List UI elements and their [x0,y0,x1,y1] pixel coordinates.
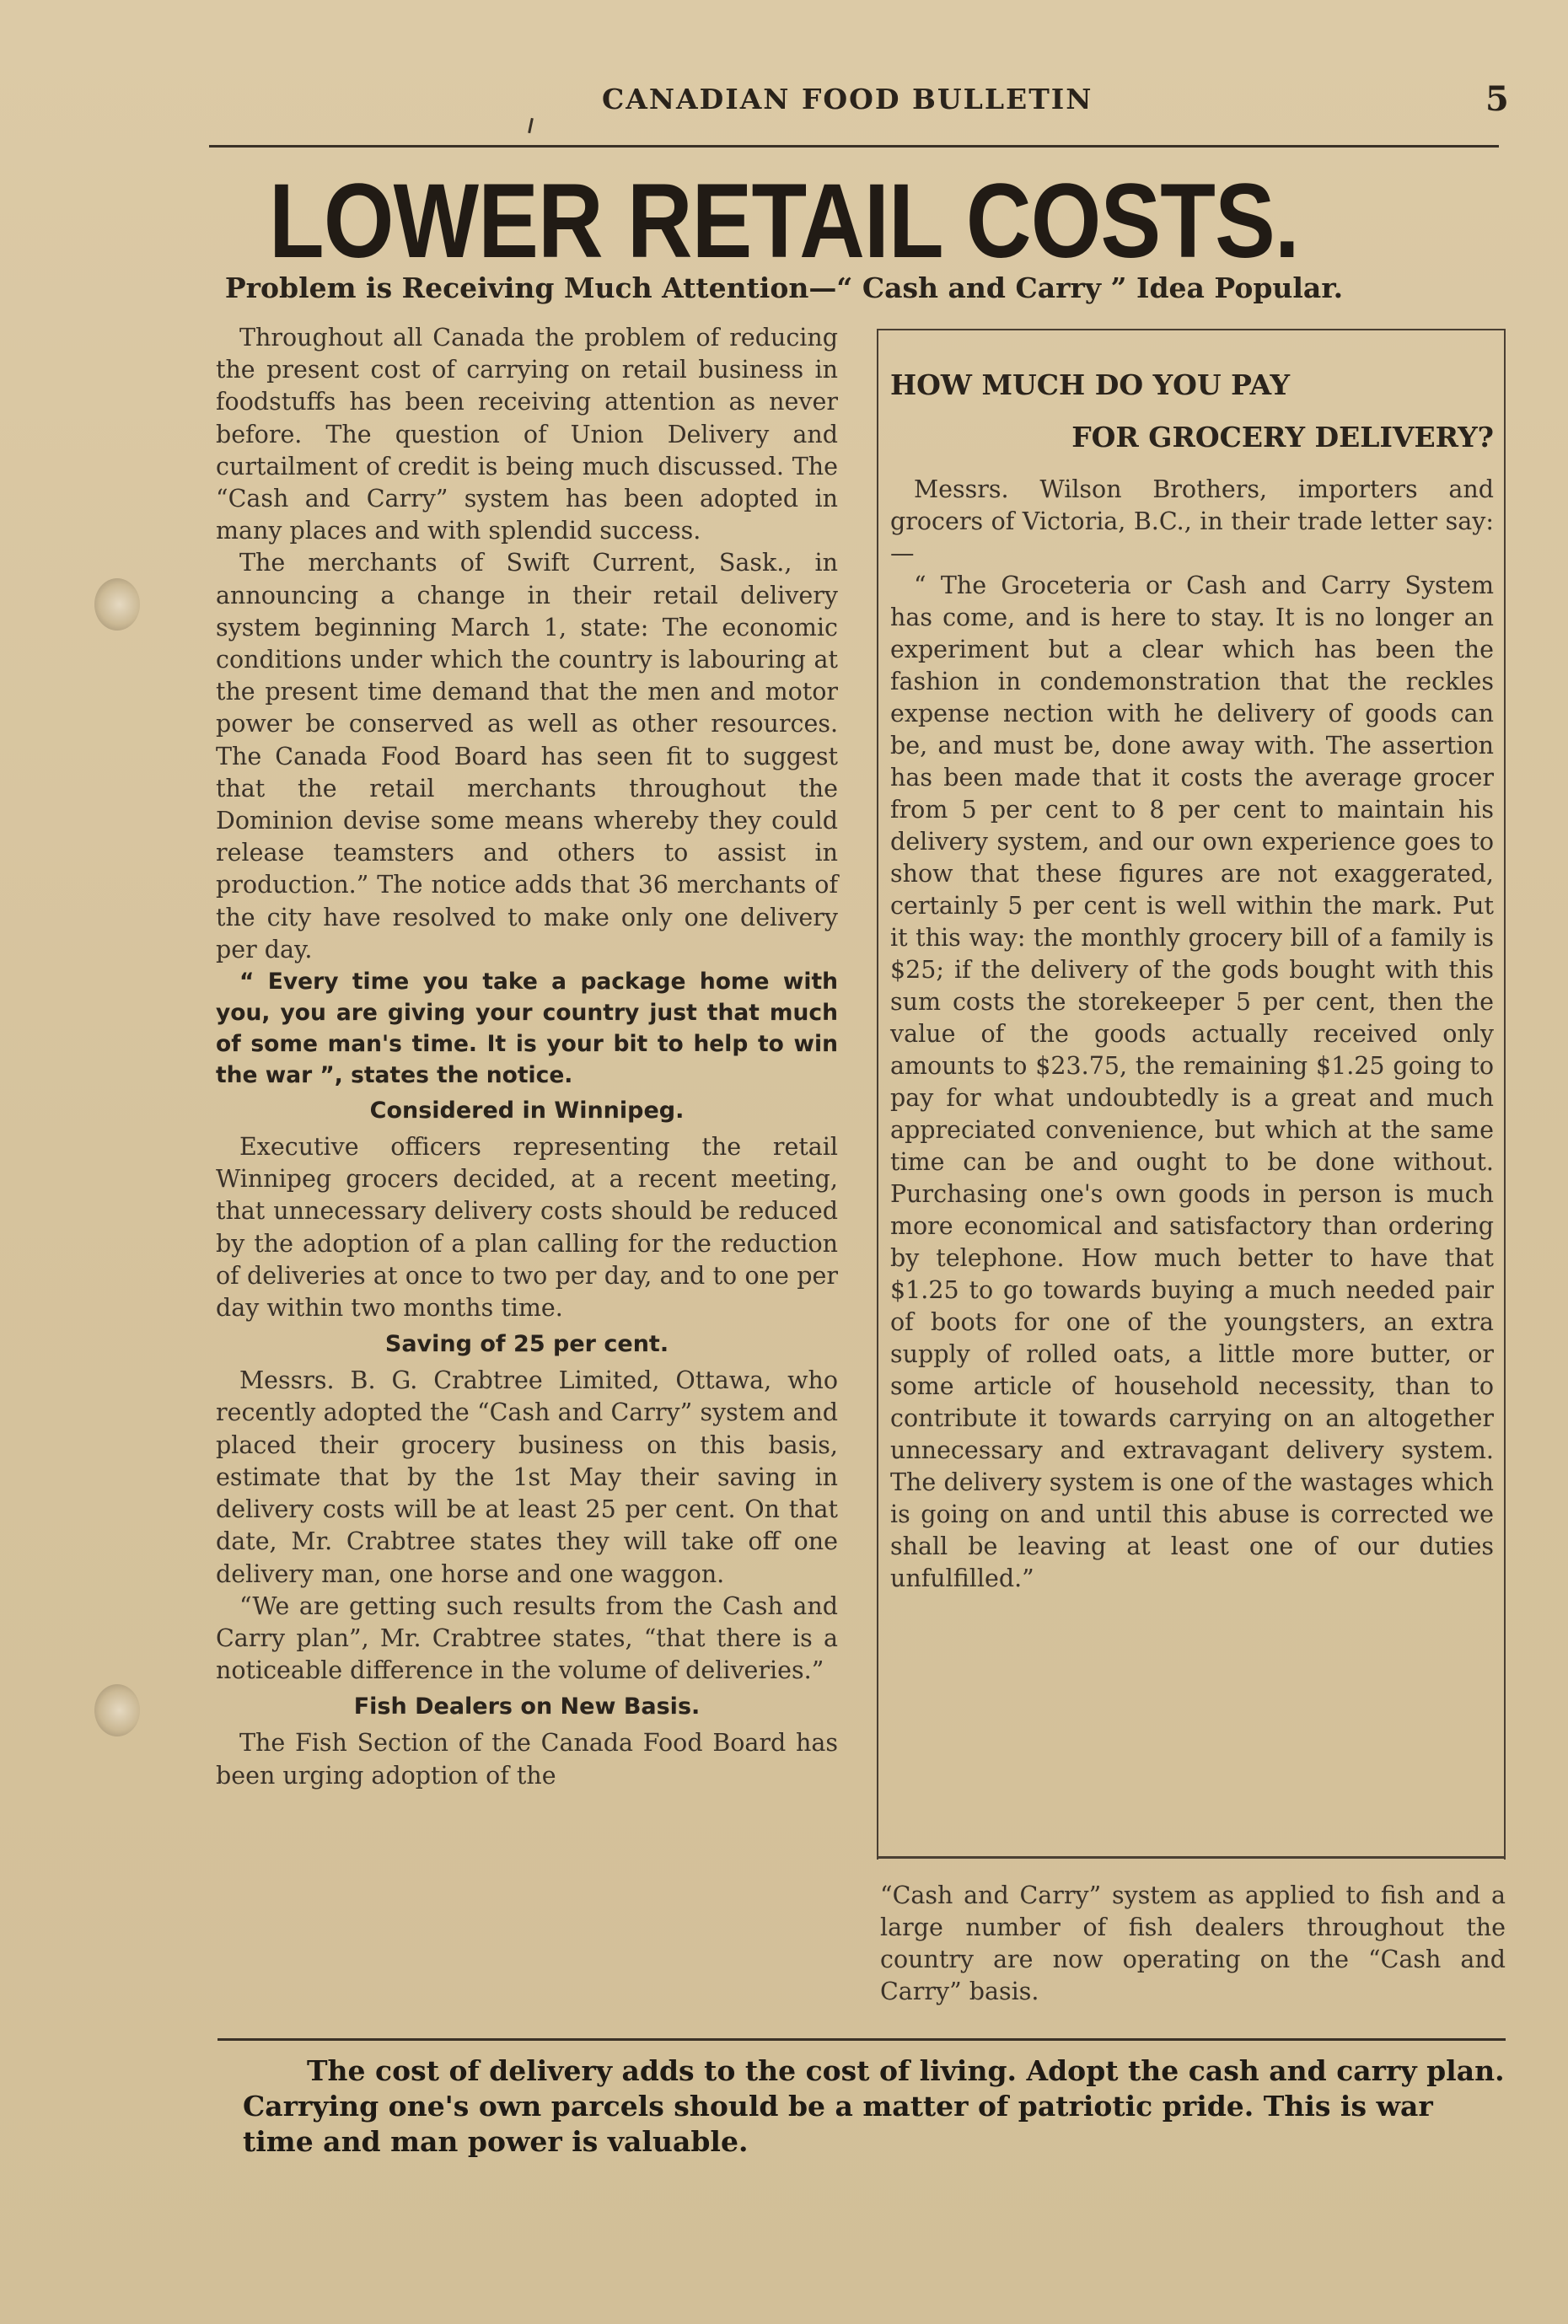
section-heading: Saving of 25 per cent. [384,1331,669,1358]
pull-quote: “ Every time you take a package home with you, you are giving your country just that much of some man's time. It is your bit to help to win the war ”, states the notice. [216,969,838,1089]
top-rule [209,145,1499,148]
headline: LOWER RETAIL COSTS. [269,163,1299,280]
box-quote: “ The Groceteria or Cash and Carry System has come, and is here to stay. It is no longer an experiment but a clear which has been the fashion in condemonstration that the reckles expense nection with he delivery of goods can be, and must be, done away with. The assertion has been made that it costs the average grocer from 5 per cent to 8 per cent to maintain his delivery system, and our own experience goes to show that these figures are not exaggerated, certainly 5 per cent is well within the mark. Put it this way: the monthly grocery bill of a family is $25; if the delivery of the gods bought with this sum costs the storekeeper 5 per cent, then the value of the goods actually received only amounts to $23.75, the remaining $1.25 going to pay for what undoubtedly is a great and much appreciated convenience, but which at the same time can be and ought to be done without. Purchasing one's own goods in person is much more economical and satisfactory than ordering by telephone. How much better to have that $1.25 to go towards buying a much needed pair of boots for one of the youngsters, an extra supply of rolled oats, a little more butter, or some article of household necessity, than to contribute it towards carrying on an altogether unnecessary and extravagant delivery system. The delivery system is one of the wastages which is going on and until this abuse is corrected we shall be leaving at least one of our duties unfulfilled.” [890,572,1494,1592]
paragraph: Executive officers representing the retail Winnipeg grocers decided, at a recent meeting, that unnecessary delivery costs should be reduced by the adoption of a plan calling for the reduction of deliveries at once to two per day, and to one per day within two months time. [216,1133,838,1323]
section-heading: Fish Dealers on New Basis. [353,1693,701,1720]
binder-hole [94,578,140,631]
box-title-line-1: HOW MUCH DO YOU PAY [890,368,1291,401]
sidebar-box-content [890,359,1494,1595]
box-title-line-2: FOR GROCERY DELIVERY? [1071,421,1494,454]
sidebar-box [877,329,1506,1860]
box-bottom-rule [877,1856,1506,1859]
paragraph: Messrs. B. G. Crabtree Limited, Ottawa, who recently adopted the “Cash and Carry” system and placed their grocery business on this basis, estimate that by the 1st May their saving in delivery costs will be at least 25 per cent. On that date, Mr. Crabtree states they will take off one delivery man, one horse and one waggon. [216,1366,838,1588]
paragraph: The merchants of Swift Current, Sask., in announcing a change in their retail delivery system beginning March 1, state: The economic conditions under which the country is labouring at the present time demand that the men and motor power be conserved as well as other resources. The Canada Food Board has seen fit to suggest that the retail merchants throughout the Dominion devise some means whereby they could release teamsters and others to assist in production.” The notice adds that 36 merchants of the city have resolved to make only one delivery per day. [216,549,838,963]
paragraph: The Fish Section of the Canada Food Board has been urging adoption of the [216,1729,838,1790]
paragraph: Throughout all Canada the problem of reducing the present cost of carrying on retail business in foodstuffs has been receiving attention as never before. The question of Union Delivery and curtailment of credit is being much discussed. The “Cash and Carry” system has been adopted in many places and with splendid success. [216,324,838,545]
binder-hole [94,1684,140,1736]
page-number: 5 [1485,79,1509,119]
subheadline: Problem is Receiving Much Attention—“ Cash and Carry ” Idea Popular. [224,271,1344,304]
bottom-rule [217,2038,1506,2041]
paragraph: “We are getting such results from the Cash and Carry plan”, Mr. Crabtree states, “that there is a noticeable difference in the volume of deliveries.” [216,1591,838,1685]
left-column [216,322,838,1792]
footer-notice [243,2053,1507,2160]
section-heading: Considered in Winnipeg. [369,1098,685,1124]
running-title: CANADIAN FOOD BULLETIN [602,83,1093,115]
box-intro: Messrs. Wilson Brothers, importers and grocers of Victoria, B.C., in their trade letter say:— [890,475,1494,567]
footer-text: The cost of delivery adds to the cost of living. Adopt the cash and carry plan. Carrying one's own parcels should be a matter of patriotic pride. This is war time and man power is valuable. [243,2054,1505,2158]
right-continuation: “Cash and Carry” system as applied to fish and a large number of fish dealers throughout the country are now operating on the “Cash and Carry” basis. [880,1881,1506,2005]
running-head [0,79,1568,125]
